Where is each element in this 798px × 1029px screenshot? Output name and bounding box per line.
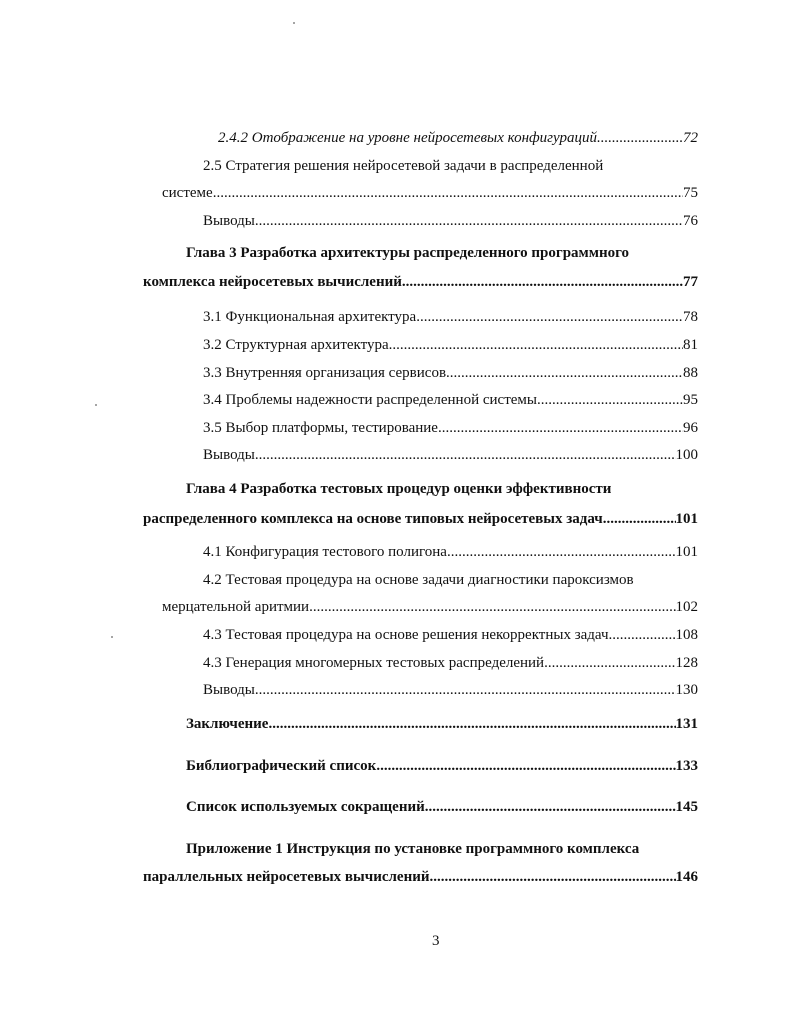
toc-entry-page: 78 bbox=[683, 309, 698, 325]
toc-entry-page: 96 bbox=[683, 420, 698, 436]
toc-entry-label: мерцательной аритмии bbox=[162, 599, 310, 615]
toc-entry-2-5-line1: 2.5 Стратегия решения нейросетевой задачи в распределенной bbox=[203, 158, 604, 174]
toc-entry-label: параллельных нейросетевых вычислений bbox=[143, 869, 430, 885]
toc-bibliography[interactable] bbox=[186, 757, 698, 775]
toc-chapter-3[interactable] bbox=[143, 273, 698, 291]
toc-entry-label: 2.4.2 Отображение на уровне нейросетевых конфигураций bbox=[218, 130, 597, 146]
toc-entry-page: 145 bbox=[675, 799, 698, 815]
toc-entry-3-1[interactable] bbox=[203, 308, 698, 326]
toc-conclusion[interactable] bbox=[186, 715, 698, 733]
toc-appendix-1-line1: Приложение 1 Инструкция по установке программного комплекса bbox=[186, 841, 640, 857]
toc-entry-page: 131 bbox=[675, 716, 698, 732]
toc-entry-page: 77 bbox=[683, 274, 698, 290]
toc-entry-label: 3.5 Выбор платформы, тестирование bbox=[203, 420, 438, 436]
toc-entry-4-2[interactable] bbox=[162, 598, 698, 616]
toc-entry-2-5[interactable] bbox=[162, 184, 698, 202]
scan-speck bbox=[95, 404, 97, 406]
toc-entry-label: 3.2 Структурная архитектура bbox=[203, 337, 389, 353]
toc-entry-4-3b[interactable] bbox=[203, 654, 698, 672]
toc-entry-page: 95 bbox=[683, 392, 698, 408]
toc-entry-label: 3.4 Проблемы надежности распределенной системы bbox=[203, 392, 537, 408]
toc-entry-label: 4.3 Тестовая процедура на основе решения некорректных задач bbox=[203, 627, 609, 643]
toc-entry-label: 4.1 Конфигурация тестового полигона bbox=[203, 544, 447, 560]
toc-entry-4-2-line1: 4.2 Тестовая процедура на основе задачи диагностики пароксизмов bbox=[203, 572, 634, 588]
toc-entry-label: Список используемых сокращений bbox=[186, 799, 425, 815]
toc-entry-ch3-conclusions[interactable] bbox=[203, 446, 698, 464]
toc-entry-label: распределенного комплекса на основе типовых нейросетевых задач bbox=[143, 511, 603, 527]
toc-entry-3-4[interactable] bbox=[203, 391, 698, 409]
toc-chapter-4[interactable] bbox=[143, 510, 698, 528]
toc-entry-page: 130 bbox=[675, 682, 698, 698]
toc-entry-page: 128 bbox=[675, 655, 698, 671]
toc-entry-2-4-2[interactable] bbox=[218, 129, 698, 147]
toc-entry-label: 3.1 Функциональная архитектура bbox=[203, 309, 417, 325]
toc-entry-label: Выводы bbox=[203, 447, 255, 463]
toc-entry-page: 88 bbox=[683, 365, 698, 381]
toc-entry-label: комплекса нейросетевых вычислений bbox=[143, 274, 402, 290]
toc-entry-label: Библиографический список bbox=[186, 758, 377, 774]
toc-entry-page: 72 bbox=[683, 130, 698, 146]
toc-chapter-3-line1: Глава 3 Разработка архитектуры распределенного программного bbox=[186, 245, 630, 261]
toc-appendix-1[interactable] bbox=[143, 868, 698, 886]
toc-entry-page: 108 bbox=[675, 627, 698, 643]
toc-entry-ch2-conclusions[interactable] bbox=[203, 212, 698, 230]
toc-entry-page: 75 bbox=[683, 185, 698, 201]
toc-entry-page: 76 bbox=[683, 213, 698, 229]
toc-entry-label: Выводы bbox=[203, 213, 255, 229]
toc-entry-label: Заключение bbox=[186, 716, 269, 732]
toc-entry-page: 146 bbox=[675, 869, 698, 885]
toc-entry-label: 3.3 Внутренняя организация сервисов bbox=[203, 365, 447, 381]
toc-entry-page: 102 bbox=[675, 599, 698, 615]
toc-entry-3-5[interactable] bbox=[203, 419, 698, 437]
toc-entry-page: 100 bbox=[675, 447, 698, 463]
page-number: 3 bbox=[432, 933, 440, 949]
toc-entry-page: 81 bbox=[683, 337, 698, 353]
toc-entry-4-3a[interactable] bbox=[203, 626, 698, 644]
toc-entry-page: 133 bbox=[675, 758, 698, 774]
toc-abbreviations[interactable] bbox=[186, 798, 698, 816]
toc-entry-label: Выводы bbox=[203, 682, 255, 698]
scan-speck bbox=[293, 22, 295, 24]
toc-entry-4-1[interactable] bbox=[203, 543, 698, 561]
toc-entry-label: системе bbox=[162, 185, 213, 201]
toc-entry-page: 101 bbox=[675, 544, 698, 560]
toc-entry-page: 101 bbox=[675, 511, 698, 527]
toc-entry-3-3[interactable] bbox=[203, 364, 698, 382]
toc-entry-ch4-conclusions[interactable] bbox=[203, 681, 698, 699]
toc-entry-3-2[interactable] bbox=[203, 336, 698, 354]
scan-speck bbox=[111, 636, 113, 638]
toc-chapter-4-line1: Глава 4 Разработка тестовых процедур оценки эффективности bbox=[186, 481, 612, 497]
toc-entry-label: 4.3 Генерация многомерных тестовых распределений bbox=[203, 655, 545, 671]
